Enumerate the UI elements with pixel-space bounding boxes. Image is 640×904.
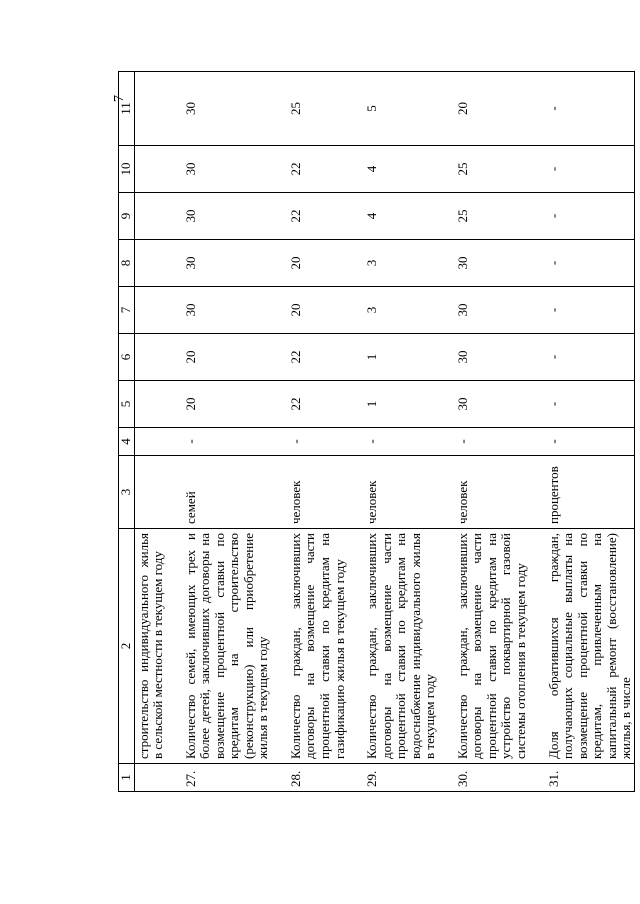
header-cell: 11 — [119, 72, 135, 146]
row-value: - — [529, 381, 635, 428]
row-description: Количество семей, имеющих трех и более детей, заключивших договоры на возмещение процентной ставки по кредитам на строительство (реконструкцию) или приобретение жилья в текущем году — [166, 529, 271, 764]
row-value: 30 — [166, 193, 271, 240]
row-number: 29. — [347, 764, 438, 792]
table-row — [529, 72, 635, 792]
row-value: - — [529, 240, 635, 287]
row-value — [134, 381, 166, 428]
row-value: - — [529, 72, 635, 146]
row-unit: процентов — [529, 456, 635, 529]
row-value — [134, 72, 166, 146]
row-value: 20 — [166, 334, 271, 381]
row-value: 3 — [347, 240, 438, 287]
header-cell: 5 — [119, 381, 135, 428]
row-number: 31. — [529, 764, 635, 792]
row-value: 30 — [438, 334, 529, 381]
header-cell: 4 — [119, 428, 135, 456]
row-value: 1 — [347, 334, 438, 381]
row-unit — [134, 456, 166, 529]
row-description: Количество граждан, заключивших договоры на возмещение части процентной ставки по кредитам на устройство поквартирной газовой системы отопления в текущем году — [438, 529, 529, 764]
row-value — [134, 428, 166, 456]
row-value: 25 — [271, 72, 347, 146]
row-number: 28. — [271, 764, 347, 792]
row-value: 20 — [438, 72, 529, 146]
row-value — [134, 193, 166, 240]
row-value: 22 — [271, 146, 347, 193]
row-value: 30 — [438, 287, 529, 334]
row-value: - — [529, 287, 635, 334]
row-unit: человек — [347, 456, 438, 529]
row-value: 25 — [438, 146, 529, 193]
row-unit: семей — [166, 456, 271, 529]
row-value: 3 — [347, 287, 438, 334]
header-cell: 9 — [119, 193, 135, 240]
row-value: 22 — [271, 334, 347, 381]
row-value: 4 — [347, 146, 438, 193]
row-value: 20 — [271, 287, 347, 334]
header-cell: 3 — [119, 456, 135, 529]
row-value — [134, 240, 166, 287]
table-row — [271, 72, 347, 792]
row-value: 30 — [438, 381, 529, 428]
row-value: 20 — [271, 240, 347, 287]
header-cell: 6 — [119, 334, 135, 381]
row-value: 20 — [166, 381, 271, 428]
row-value: 22 — [271, 381, 347, 428]
row-value: 30 — [166, 72, 271, 146]
header-cell: 2 — [119, 529, 135, 764]
row-value: 25 — [438, 193, 529, 240]
header-cell: 8 — [119, 240, 135, 287]
header-cell: 10 — [119, 146, 135, 193]
row-value: 30 — [166, 240, 271, 287]
row-value — [134, 146, 166, 193]
row-value: - — [529, 146, 635, 193]
row-value — [134, 334, 166, 381]
row-value: 1 — [347, 381, 438, 428]
row-unit: человек — [438, 456, 529, 529]
table-header-row — [119, 72, 135, 792]
row-value: - — [347, 428, 438, 456]
rotated-page-content — [112, 72, 634, 792]
table-row — [438, 72, 529, 792]
row-value: 22 — [271, 193, 347, 240]
row-value: 5 — [347, 72, 438, 146]
header-cell: 7 — [119, 287, 135, 334]
row-value: 30 — [166, 287, 271, 334]
row-value: 4 — [347, 193, 438, 240]
row-unit: человек — [271, 456, 347, 529]
row-value: - — [529, 428, 635, 456]
table-row — [134, 72, 166, 792]
row-number: 27. — [166, 764, 271, 792]
header-cell: 1 — [119, 764, 135, 792]
row-description: Количество граждан, заключивших договоры на возмещение части процентной ставки по кредитам на водоснабжение индивидуального жилья в текущем году — [347, 529, 438, 764]
row-description: строительство индивидуального жилья в сельской местности в текущем году — [134, 529, 166, 764]
row-description: Количество граждан, заключивших договоры на возмещение части процентной ставки по кредитам на газификацию жилья в текущем году — [271, 529, 347, 764]
row-value: 30 — [166, 146, 271, 193]
row-value: - — [529, 334, 635, 381]
row-number: 30. — [438, 764, 529, 792]
table-row — [166, 72, 271, 792]
row-value — [134, 287, 166, 334]
row-value: - — [271, 428, 347, 456]
indicator-table — [118, 71, 635, 792]
row-value: - — [166, 428, 271, 456]
row-description: Доля обратившихся граждан, получающих социальные выплаты на возмещение процентной ставки по кредитам, привлеченным на капитальный ремонт (восстановление) жилья, в числе — [529, 529, 635, 764]
table-row — [347, 72, 438, 792]
row-value: - — [529, 193, 635, 240]
page-number: 7 — [112, 95, 127, 102]
row-number — [134, 764, 166, 792]
row-value: - — [438, 428, 529, 456]
row-value: 30 — [438, 240, 529, 287]
